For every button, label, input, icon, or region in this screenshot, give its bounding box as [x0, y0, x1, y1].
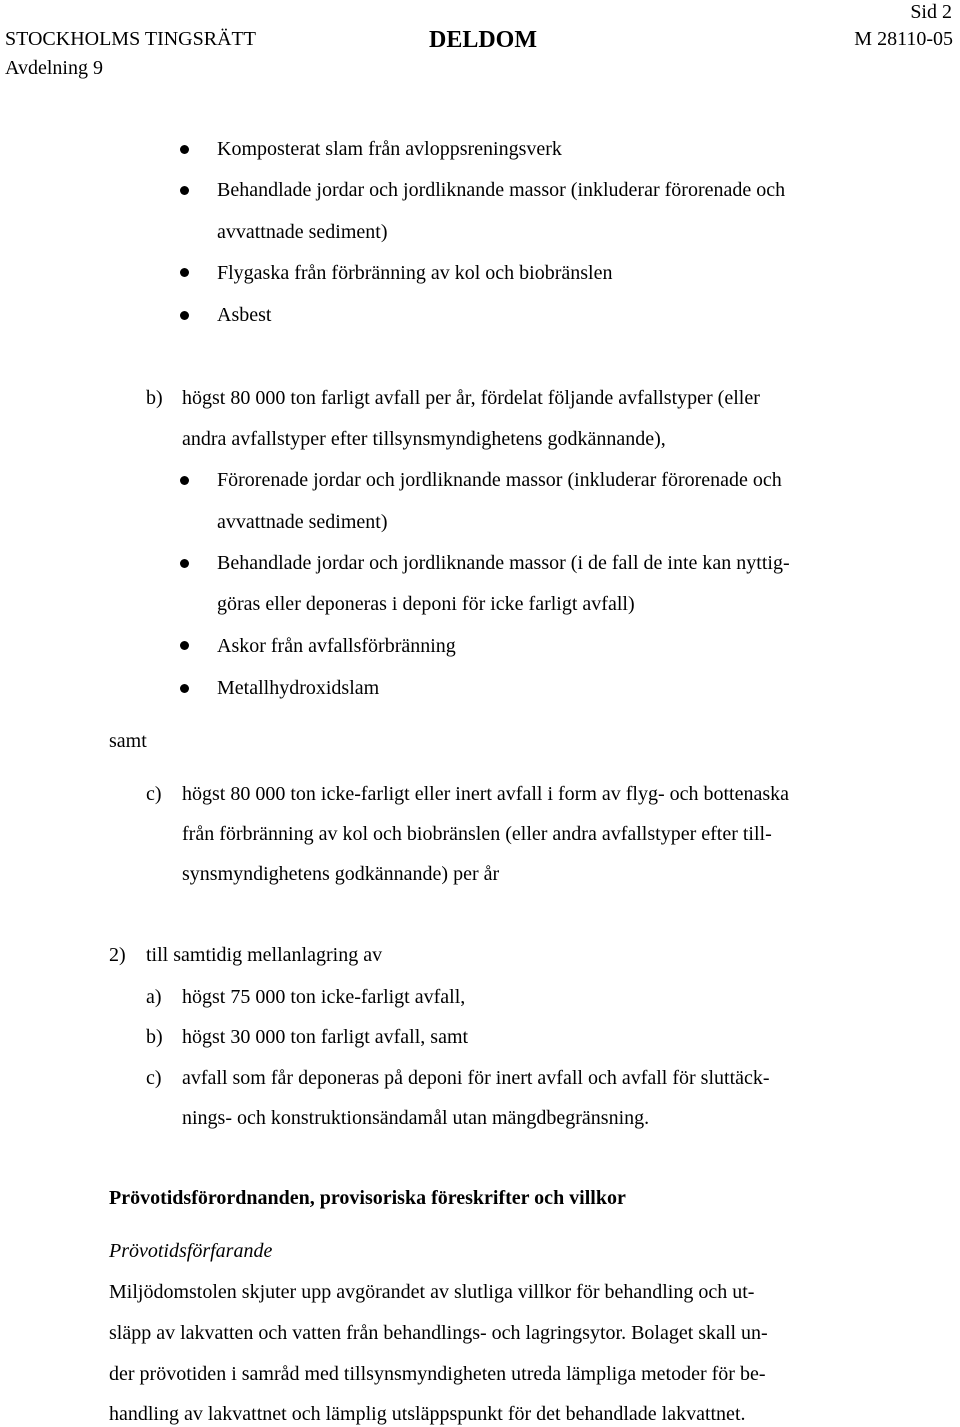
item-marker: c) — [146, 1067, 162, 1089]
bullet-icon — [180, 476, 189, 485]
paragraph-line: handling av lakvattnet och lämplig utsläppspunkt för det behandlade lakvattnet. — [109, 1403, 746, 1425]
item-marker: a) — [146, 986, 162, 1008]
item-marker: c) — [146, 783, 162, 805]
bullet-icon — [180, 641, 189, 650]
list-item: Behandlade jordar och jordliknande massor (inkluderar förorenade och — [217, 179, 786, 201]
list-item: Askor från avfallsförbränning — [217, 635, 456, 657]
bullet-icon — [180, 268, 189, 277]
list-item: Asbest — [217, 304, 272, 326]
list-item: Förorenade jordar och jordliknande massor (inkluderar förorenade och — [217, 469, 782, 491]
bullet-icon — [180, 684, 189, 693]
item-marker: b) — [146, 387, 163, 409]
item-text: högst 80 000 ton icke-farligt eller inert avfall i form av flyg- och bottenaska — [182, 783, 790, 805]
section-heading: Prövotidsförordnanden, provisoriska föreskrifter och villkor — [109, 1187, 626, 1209]
item-marker: b) — [146, 1026, 163, 1048]
bullet-icon — [180, 186, 189, 195]
list-item: Metallhydroxidslam — [217, 677, 380, 699]
item-text: synsmyndighetens godkännande) per år — [182, 863, 500, 885]
item-text: nings- och konstruktionsändamål utan mängdbegränsning. — [182, 1107, 650, 1129]
department: Avdelning 9 — [5, 57, 103, 79]
paragraph-line: Miljödomstolen skjuter upp avgörandet av slutliga villkor för behandling och ut- — [109, 1281, 755, 1303]
list-item: Flygaska från förbränning av kol och biobränslen — [217, 262, 613, 284]
item-text: avfall som får deponeras på deponi för inert avfall och avfall för sluttäck- — [182, 1067, 770, 1089]
item-text: andra avfallstyper efter tillsynsmyndighetens godkännande), — [182, 428, 666, 450]
bullet-icon — [180, 311, 189, 320]
item-marker: 2) — [109, 944, 126, 966]
item-text: högst 75 000 ton icke-farligt avfall, — [182, 986, 466, 1008]
bullet-icon — [180, 559, 189, 568]
conjunction-text: samt — [109, 730, 147, 752]
paragraph-line: släpp av lakvatten och vatten från behandlings- och lagringsytor. Bolaget skall un- — [109, 1322, 768, 1344]
subheading: Prövotidsförfarande — [109, 1240, 273, 1262]
list-item-continuation: göras eller deponeras i deponi för icke farligt avfall) — [217, 593, 635, 615]
paragraph-line: der prövotiden i samråd med tillsynsmyndigheten utreda lämpliga metoder för be- — [109, 1363, 766, 1385]
document-title: DELDOM — [429, 27, 537, 53]
bullet-icon — [180, 145, 189, 154]
item-text: högst 80 000 ton farligt avfall per år, fördelat följande avfallstyper (eller — [182, 387, 760, 409]
list-item-continuation: avvattnade sediment) — [217, 511, 388, 533]
page-number: Sid 2 — [910, 1, 952, 23]
item-text: från förbränning av kol och biobränslen (eller andra avfallstyper efter till- — [182, 823, 772, 845]
list-item: Behandlade jordar och jordliknande massor (i de fall de inte kan nyttig- — [217, 552, 790, 574]
list-item-continuation: avvattnade sediment) — [217, 221, 388, 243]
item-text: högst 30 000 ton farligt avfall, samt — [182, 1026, 469, 1048]
court-name: STOCKHOLMS TINGSRÄTT — [5, 28, 256, 50]
item-text: till samtidig mellanlagring av — [146, 944, 383, 966]
case-number: M 28110-05 — [854, 28, 953, 50]
list-item: Komposterat slam från avloppsreningsverk — [217, 138, 562, 160]
